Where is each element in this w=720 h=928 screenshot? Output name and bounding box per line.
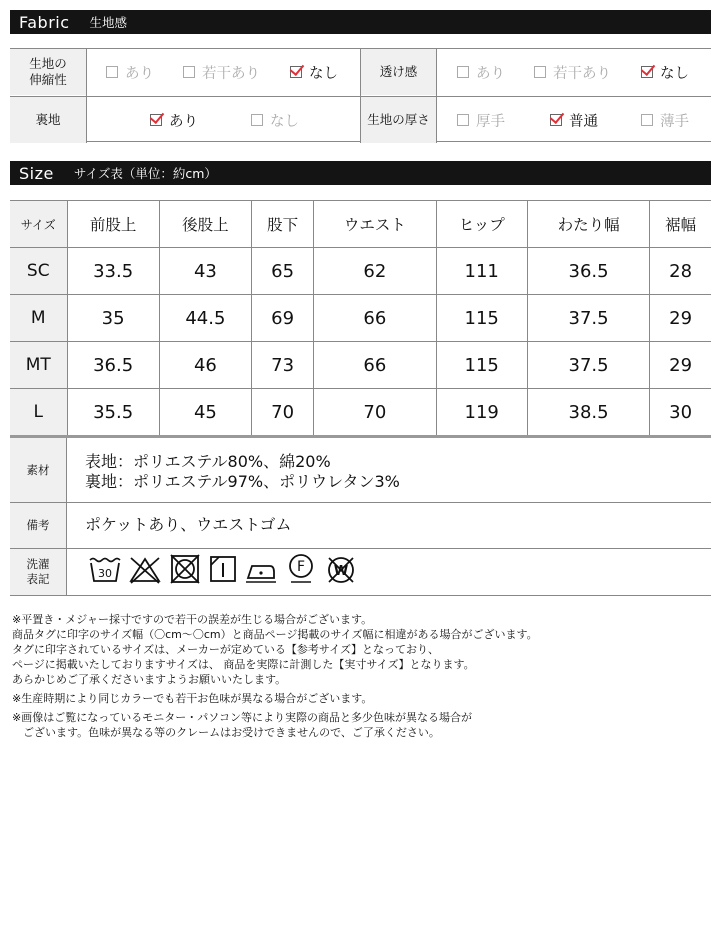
table-cell: 35.5 — [67, 389, 159, 437]
table-cell: 111 — [436, 248, 527, 295]
no-bleach-icon — [128, 552, 162, 586]
size-label: L — [10, 389, 67, 437]
material-line-outer: 表地：ポリエステル80%、綿20% — [85, 452, 331, 471]
checked-checkbox-icon — [550, 114, 562, 126]
wash-30-icon — [88, 552, 122, 586]
material-row — [10, 438, 711, 503]
table-cell: 46 — [159, 342, 251, 389]
size-table-header — [10, 201, 711, 248]
notes — [12, 612, 538, 740]
column-header: ウエスト — [314, 201, 436, 248]
lining-option-yes: あり — [150, 97, 198, 143]
column-header: 股下 — [252, 201, 314, 248]
checkbox-icon — [457, 114, 469, 126]
care-icons — [88, 552, 358, 586]
fabric-title-jp: 生地感 — [89, 15, 128, 30]
checkbox-icon — [106, 66, 118, 78]
table-cell: 35 — [67, 295, 159, 342]
table-cell: 65 — [252, 248, 314, 295]
no-tumble-dry-icon — [168, 552, 202, 586]
note-line: 商品タグに印字のサイズ幅（〇cm〜〇cm）と商品ページ掲載のサイズ幅に相違がある場合がございます。 — [12, 628, 538, 641]
table-cell: 70 — [252, 389, 314, 437]
table-cell: 70 — [314, 389, 436, 437]
note-line: あらかじめご了承くださいますようお願いいたします。 — [12, 673, 287, 686]
size-table — [10, 200, 711, 438]
table-row — [10, 295, 711, 342]
sheer-option-yes: あり — [457, 49, 505, 95]
stretch-label: 生地の 伸縮性 — [10, 49, 86, 95]
stretch-option-yes: あり — [106, 49, 154, 95]
checked-checkbox-icon — [641, 66, 653, 78]
table-row — [10, 248, 711, 295]
size-label: SC — [10, 248, 67, 295]
fabric-section-header — [10, 10, 711, 34]
note-line: ※生産時期により同じカラーでも若干お色味が異なる場合がございます。 — [12, 692, 373, 705]
column-header: 後股上 — [159, 201, 251, 248]
lining-label: 裏地 — [10, 97, 86, 143]
table-cell: 119 — [436, 389, 527, 437]
no-wet-clean-icon — [324, 552, 358, 586]
size-label: M — [10, 295, 67, 342]
line-dry-shade-icon — [208, 552, 238, 586]
note-line: ※画像はご覧になっているモニター・パソコン等により実際の商品と多少色味が異なる場合が — [12, 711, 472, 724]
table-cell: 37.5 — [527, 342, 649, 389]
column-header: ヒップ — [436, 201, 527, 248]
thickness-option-normal: 普通 — [550, 97, 598, 143]
size-title-jp: サイズ表（単位：約cm） — [73, 166, 217, 181]
table-cell: 37.5 — [527, 295, 649, 342]
remarks-label: 備考 — [10, 503, 67, 548]
size-header-cell: サイズ — [10, 201, 67, 248]
fabric-row-1 — [10, 49, 711, 95]
table-cell: 36.5 — [527, 248, 649, 295]
svg-text:30: 30 — [98, 567, 112, 580]
remarks-value: ポケットあり、ウエストゴム — [85, 515, 292, 534]
table-cell: 29 — [650, 295, 711, 342]
stretch-option-slight: 若干あり — [183, 49, 260, 95]
size-section-header — [10, 161, 711, 185]
checkbox-icon — [534, 66, 546, 78]
svg-text:F: F — [296, 559, 306, 575]
column-header: わたり幅 — [527, 201, 649, 248]
material-value — [85, 452, 400, 492]
checked-checkbox-icon — [150, 114, 162, 126]
table-cell: 62 — [314, 248, 436, 295]
fabric-title-en: Fabric — [19, 12, 70, 32]
table-row — [10, 389, 711, 437]
table-cell: 43 — [159, 248, 251, 295]
checkbox-icon — [251, 114, 263, 126]
checkbox-icon — [641, 114, 653, 126]
sheer-option-no: なし — [641, 49, 689, 95]
note-line: ※平置き・メジャー採寸ですので若干の誤差が生じる場合がございます。 — [12, 613, 373, 626]
material-line-lining: 裏地：ポリエステル97%、ポリウレタン3% — [85, 472, 400, 491]
table-cell: 69 — [252, 295, 314, 342]
table-cell: 45 — [159, 389, 251, 437]
note-line: タグに印字されているサイズは、メーカーが定めている【参考サイズ】となっており、 — [12, 643, 440, 656]
table-cell: 36.5 — [67, 342, 159, 389]
table-cell: 66 — [314, 295, 436, 342]
stretch-option-no: なし — [290, 49, 338, 95]
fabric-row-2 — [10, 96, 711, 142]
dry-clean-f-icon — [284, 552, 318, 586]
table-cell: 28 — [650, 248, 711, 295]
table-cell: 73 — [252, 342, 314, 389]
svg-text:W: W — [333, 564, 349, 579]
checkbox-icon — [457, 66, 469, 78]
note-line: ございます。色味が異なる等のクレームはお受けできませんので、ご了承ください。 — [12, 726, 440, 739]
thickness-option-thin: 薄手 — [641, 97, 689, 143]
sheer-option-slight: 若干あり — [534, 49, 611, 95]
care-label: 洗濯 表記 — [10, 549, 67, 595]
iron-low-icon — [244, 552, 278, 586]
fabric-table — [10, 48, 711, 142]
thickness-label: 生地の厚さ — [361, 97, 436, 143]
column-header: 前股上 — [67, 201, 159, 248]
size-label: MT — [10, 342, 67, 389]
table-cell: 115 — [436, 295, 527, 342]
table-cell: 29 — [650, 342, 711, 389]
sheer-label: 透け感 — [361, 49, 436, 95]
column-header: 裾幅 — [650, 201, 711, 248]
lining-option-no: なし — [251, 97, 299, 143]
note-line: ページに掲載いたしておりますサイズは、 商品を実際に計測した【実寸サイズ】となります。 — [12, 658, 475, 671]
checked-checkbox-icon — [290, 66, 302, 78]
table-cell: 33.5 — [67, 248, 159, 295]
table-cell: 44.5 — [159, 295, 251, 342]
thickness-option-thick: 厚手 — [457, 97, 505, 143]
table-cell: 66 — [314, 342, 436, 389]
table-cell: 38.5 — [527, 389, 649, 437]
material-label: 素材 — [10, 438, 67, 502]
remarks-row — [10, 503, 711, 549]
table-cell: 30 — [650, 389, 711, 437]
size-title-en: Size — [19, 163, 54, 183]
checkbox-icon — [183, 66, 195, 78]
table-row — [10, 342, 711, 389]
table-cell: 115 — [436, 342, 527, 389]
